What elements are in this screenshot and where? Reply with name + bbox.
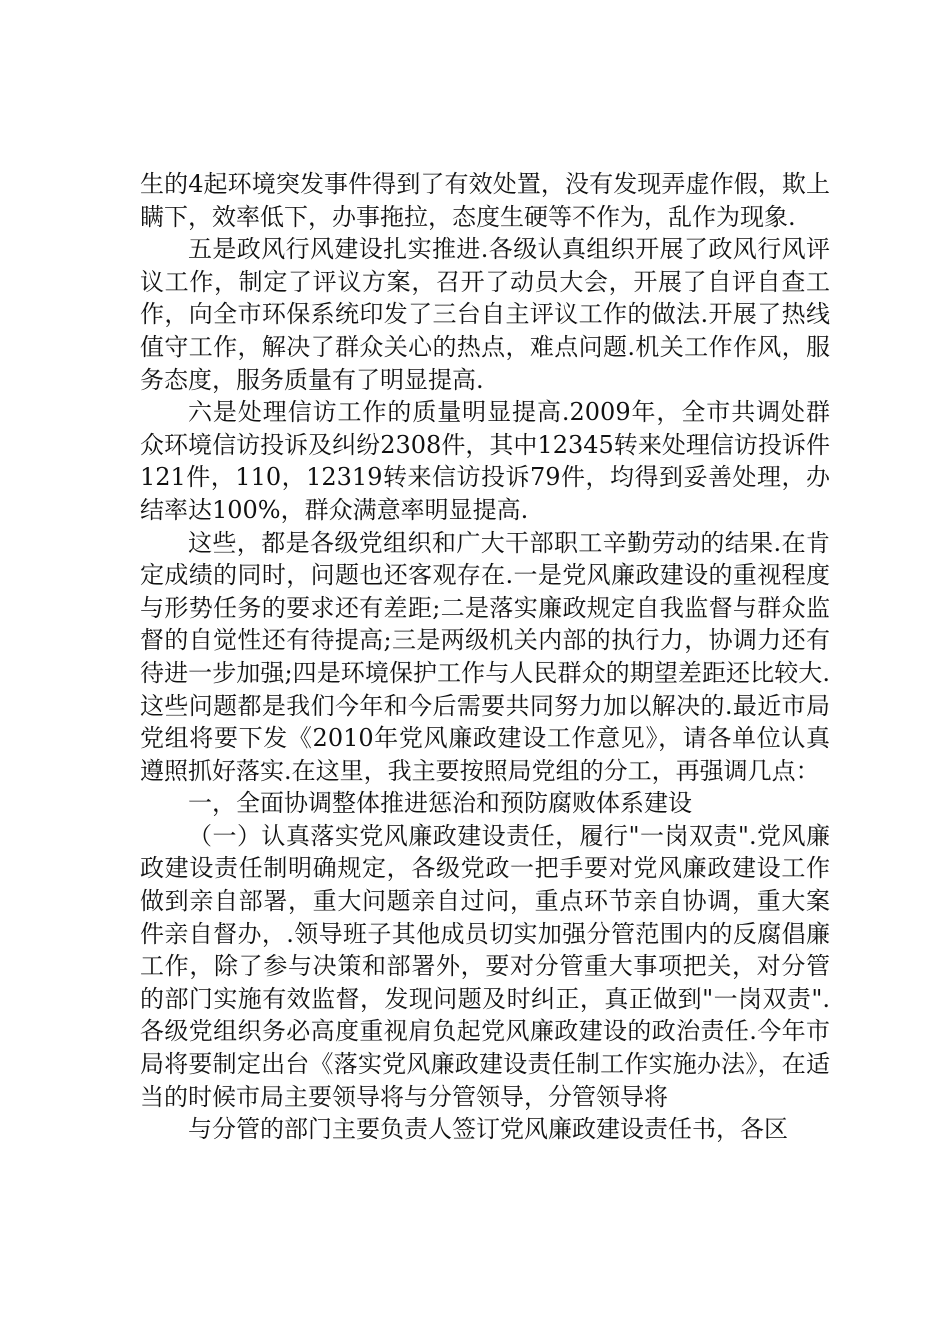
paragraph-environment-incidents: 生的4起环境突发事件得到了有效处置，没有发现弄虚作假，欺上瞒下，效率低下，办事拖拉，态度生硬等不作为，乱作为现象. — [140, 170, 830, 231]
paragraph-work-style: 五是政风行风建设扎实推进.各级认真组织开展了政风行风评议工作，制定了评议方案，召开了动员大会，开展了自评自查工作，向全市环保系统印发了三台自主评议工作的做法.开展了热线值守工作，解决了群众关心的热点，难点问题.机关工作作风，服务态度，服务质量有了明显提高. — [140, 235, 830, 394]
document-body — [140, 168, 830, 1146]
section-heading-anti-corruption: 一，全面协调整体推进惩治和预防腐败体系建设 — [188, 789, 692, 818]
paragraph-petition-work: 六是处理信访工作的质量明显提高.2009年，全市共调处群众环境信访投诉及纠纷2308件，其中12345转来处理信访投诉件121件，110，12319转来信访投诉79件，均得到妥善处理，办结率达100%，群众满意率明显提高. — [140, 398, 830, 524]
paragraph-problems-summary: 这些，都是各级党组织和广大干部职工辛勤劳动的结果.在肯定成绩的同时，问题也还客观存在.一是党风廉政建设的重视程度与形势任务的要求还有差距;二是落实廉政规定自我监督与群众监督的自觉性还有待提高;三是两级机关内部的执行力，协调力还有待进一步加强;四是环境保护工作与人民群众的期望差距还比较大.这些问题都是我们今年和今后需要共同努力加以解决的.最近市局党组将要下发《2010年党风廉政建设工作意见》，请各单位认真遵照抓好落实.在这里，我主要按照局党组的分工，再强调几点： — [140, 528, 830, 785]
paragraph-responsibility-system: （一）认真落实党风廉政建设责任，履行"一岗双责".党风廉政建设责任制明确规定，各级党政一把手要对党风廉政建设工作做到亲自部署，重大问题亲自过问，重点环节亲自协调，重大案件亲自督办，.领导班子其他成员切实加强分管范围内的反腐倡廉工作，除了参与决策和部署外，要对分管重大事项把关，对分管的部门实施有效监督，发现问题及时纠正，真正做到"一岗双责".各级党组织务必高度重视肩负起党风廉政建设的政治责任.今年市局将要制定出台《落实党风廉政建设责任制工作实施办法》，在适当的时候市局主要领导将与分管领导，分管领导将 — [140, 821, 830, 1111]
paragraph-responsibility-letter: 与分管的部门主要负责人签订党风廉政建设责任书，各区 — [188, 1115, 788, 1144]
